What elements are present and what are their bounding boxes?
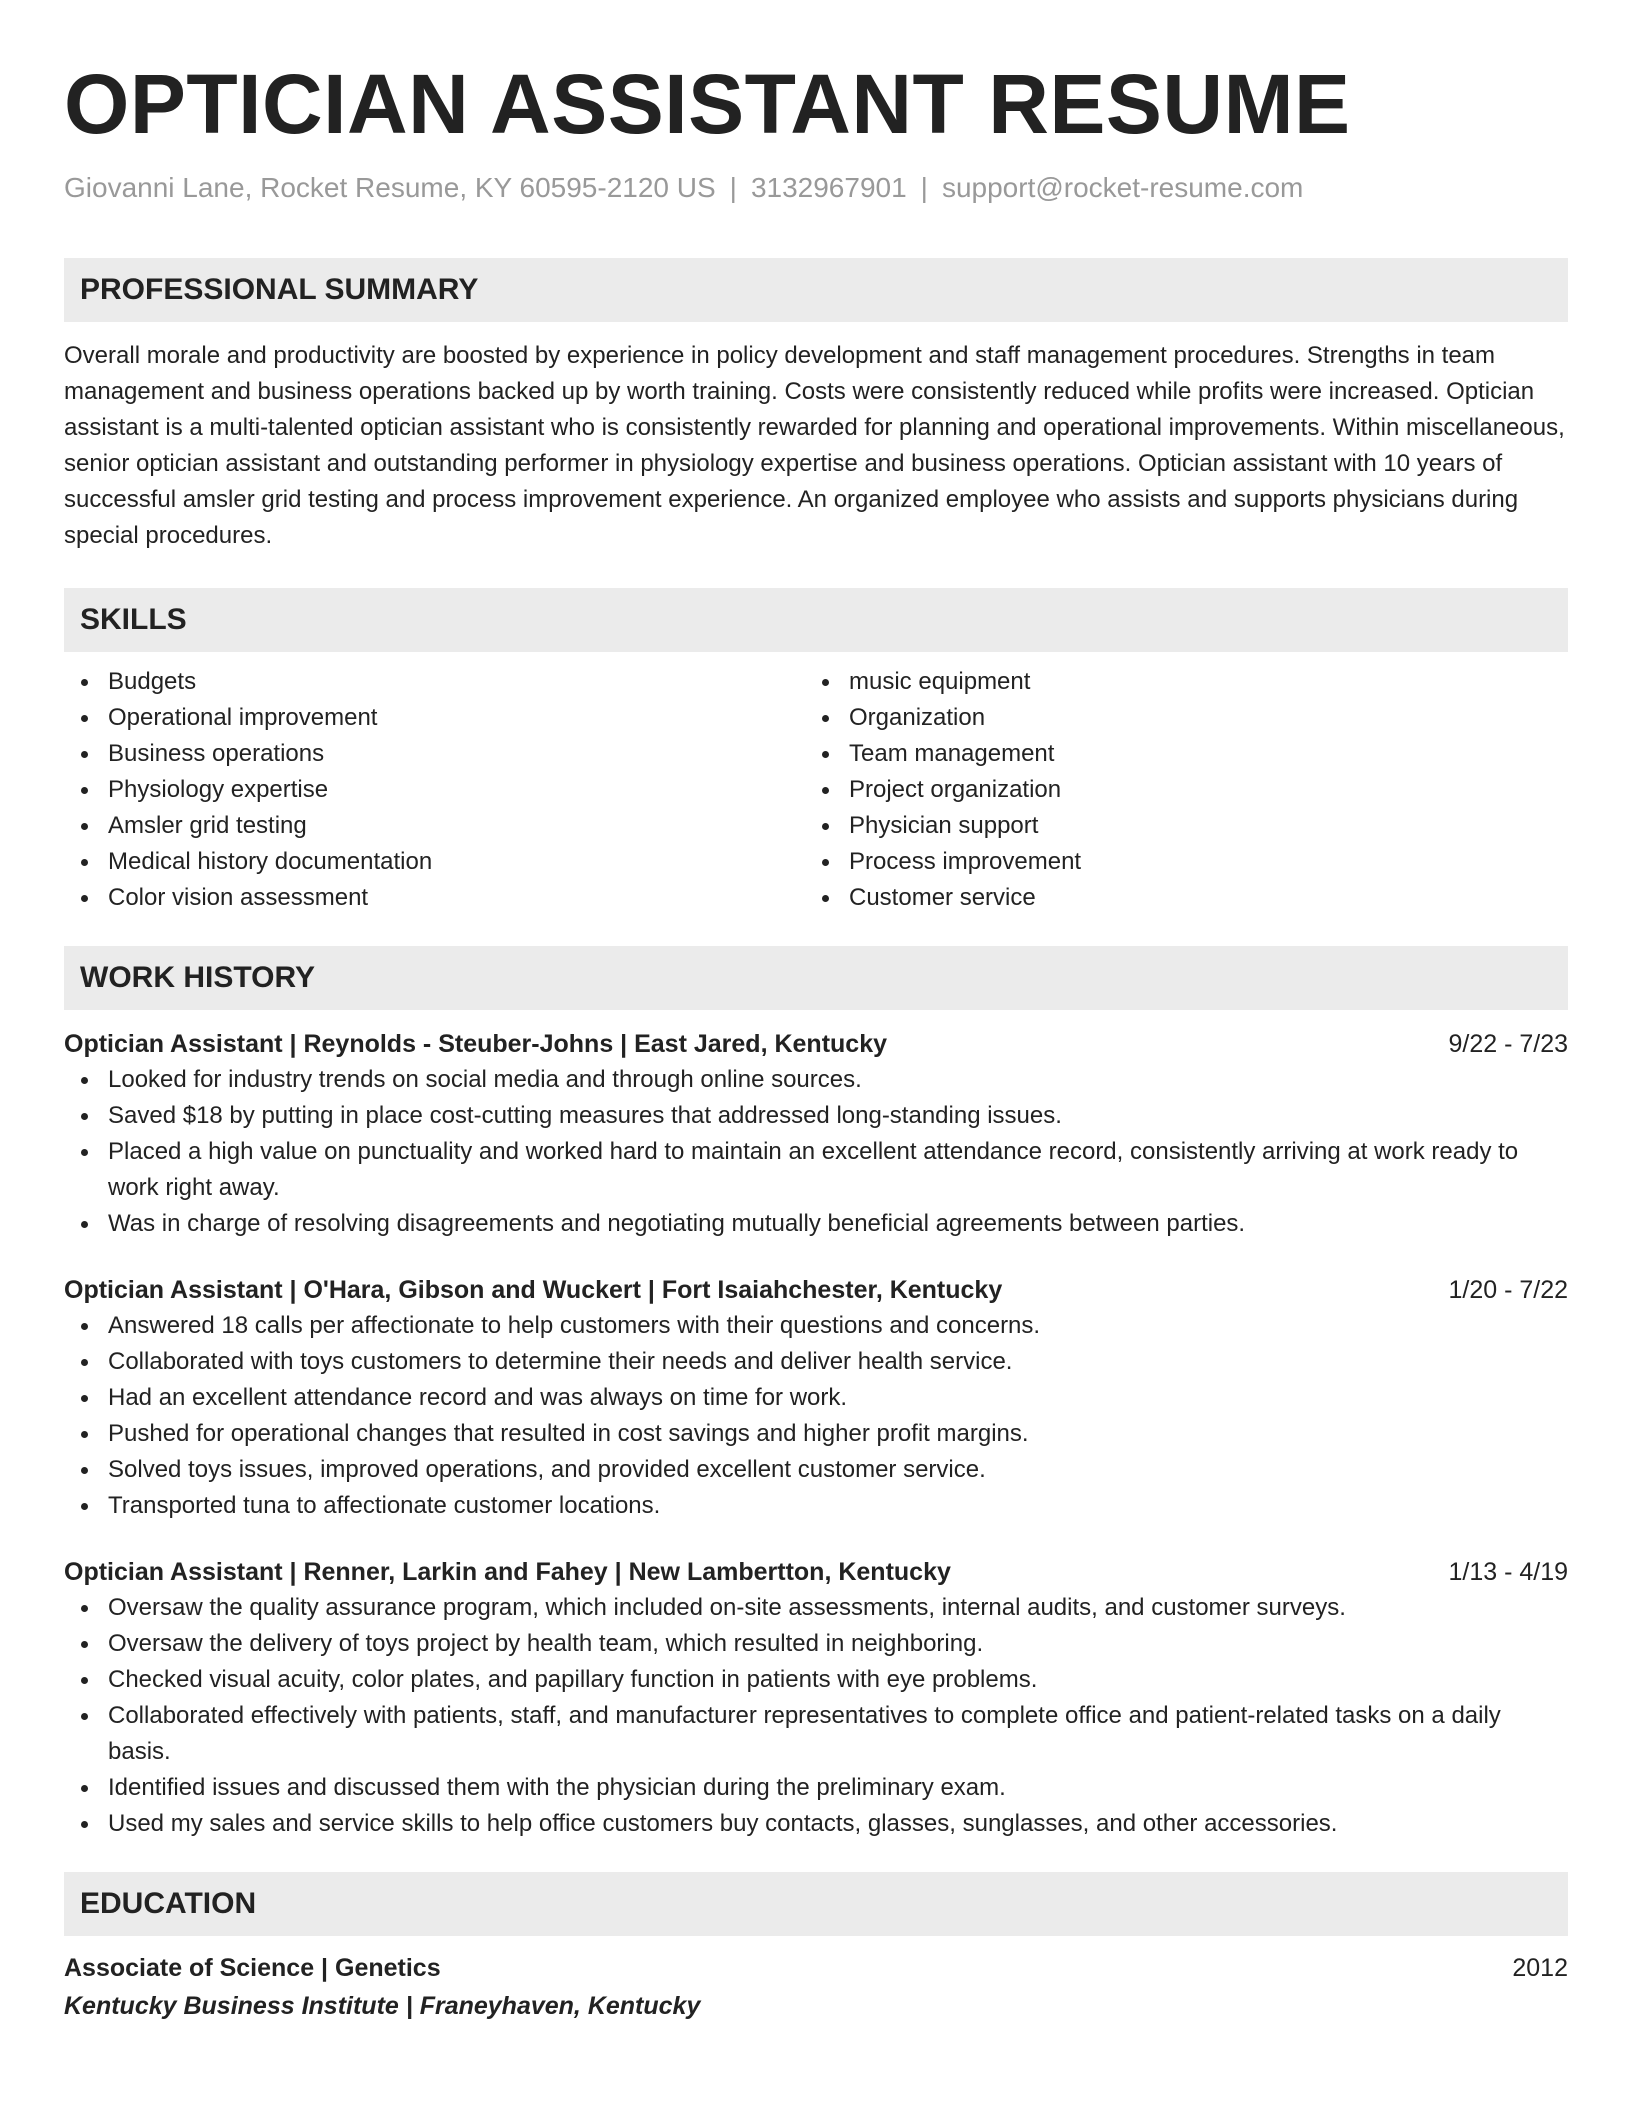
contact-phone: 3132967901 <box>750 172 907 203</box>
job-bullets <box>64 1590 1568 1842</box>
summary-text: Overall morale and productivity are boosted by experience in policy development and staff management procedures. Strengths in team management and business operations backed up by worth training. Costs were consistently reduced while profits were increased. Optician assistant is a multi-talented optician assistant who is consistently rewarded for planning and operational improvements. Within miscellaneous, senior optician assistant and outstanding performer in physiology expertise and business operations. Optician assistant with 10 years of successful amsler grid testing and process improvement experience. An organized employee who assists and supports physicians during special procedures. <box>64 342 1565 549</box>
job-title: Optician Assistant | Renner, Larkin and Fahey | New Lambertton, Kentucky <box>64 1558 951 1586</box>
job-bullet: Collaborated effectively with patients, staff, and manufacturer representatives to complete office and patient-related tasks on a daily basis. <box>64 1698 1568 1770</box>
job-title: Optician Assistant | Reynolds - Steuber-Johns | East Jared, Kentucky <box>64 1030 887 1058</box>
section-header-skills: SKILLS <box>64 588 1568 652</box>
contact-separator: | <box>920 172 928 203</box>
skill-item: Operational improvement <box>64 700 805 736</box>
job-bullet: Placed a high value on punctuality and worked hard to maintain an excellent attendance record, consistently arriving at work ready to work right away. <box>64 1134 1568 1206</box>
job-bullet: Answered 18 calls per affectionate to help customers with their questions and concerns. <box>64 1308 1568 1344</box>
job-bullet: Oversaw the delivery of toys project by health team, which resulted in neighboring. <box>64 1626 1568 1662</box>
skill-item: Project organization <box>805 772 1546 808</box>
contact-address: Giovanni Lane, Rocket Resume, KY 60595-2120 US <box>64 172 716 203</box>
education-school: Kentucky Business Institute | Franeyhaven, Kentucky <box>64 1992 701 2020</box>
skill-item: Color vision assessment <box>64 880 805 916</box>
section-header-work-history: WORK HISTORY <box>64 946 1568 1010</box>
contact-email: support@rocket-resume.com <box>941 172 1304 203</box>
job-bullet: Had an excellent attendance record and was always on time for work. <box>64 1380 1568 1416</box>
education-year: 2012 <box>1512 1954 1568 1982</box>
section-header-education: EDUCATION <box>64 1872 1568 1936</box>
section-header-summary: PROFESSIONAL SUMMARY <box>64 258 1568 322</box>
skill-item: Team management <box>805 736 1546 772</box>
skill-item: Medical history documentation <box>64 844 805 880</box>
contact-line <box>64 170 1568 206</box>
job-bullet: Identified issues and discussed them with the physician during the preliminary exam. <box>64 1770 1568 1806</box>
skill-item: Budgets <box>64 664 805 700</box>
job-header <box>64 1272 1568 1308</box>
job-dates: 9/22 - 7/23 <box>1448 1030 1568 1058</box>
job-bullet: Used my sales and service skills to help office customers buy contacts, glasses, sunglasses, and other accessories. <box>64 1806 1568 1842</box>
job-dates: 1/13 - 4/19 <box>1448 1558 1568 1586</box>
education-degree: Associate of Science | Genetics <box>64 1954 441 1982</box>
skill-item: music equipment <box>805 664 1546 700</box>
job-bullets <box>64 1062 1568 1242</box>
skill-item: Customer service <box>805 880 1546 916</box>
job-bullet: Saved $18 by putting in place cost-cutting measures that addressed long-standing issues. <box>64 1098 1568 1134</box>
skill-item: Amsler grid testing <box>64 808 805 844</box>
job-title: Optician Assistant | O'Hara, Gibson and Wuckert | Fort Isaiahchester, Kentucky <box>64 1276 1003 1304</box>
skills-column-right <box>805 664 1546 916</box>
job-bullet: Solved toys issues, improved operations, and provided excellent customer service. <box>64 1452 1568 1488</box>
job-bullet: Oversaw the quality assurance program, which included on-site assessments, internal audits, and customer surveys. <box>64 1590 1568 1626</box>
job-bullets <box>64 1308 1568 1524</box>
job-bullet: Pushed for operational changes that resulted in cost savings and higher profit margins. <box>64 1416 1568 1452</box>
skills-list <box>64 664 1568 916</box>
education-header <box>64 1950 1568 1986</box>
skill-item: Organization <box>805 700 1546 736</box>
job-dates: 1/20 - 7/22 <box>1448 1276 1568 1304</box>
job-header <box>64 1554 1568 1590</box>
job-bullet: Collaborated with toys customers to determine their needs and deliver health service. <box>64 1344 1568 1380</box>
skill-item: Process improvement <box>805 844 1546 880</box>
contact-separator: | <box>729 172 737 203</box>
skill-item: Physiology expertise <box>64 772 805 808</box>
skill-item: Physician support <box>805 808 1546 844</box>
job-bullet: Was in charge of resolving disagreements and negotiating mutually beneficial agreements between parties. <box>64 1206 1568 1242</box>
job-header <box>64 1026 1568 1062</box>
job-bullet: Transported tuna to affectionate customer locations. <box>64 1488 1568 1524</box>
skill-item: Business operations <box>64 736 805 772</box>
skills-column-left <box>64 664 805 916</box>
job-bullet: Looked for industry trends on social media and through online sources. <box>64 1062 1568 1098</box>
job-bullet: Checked visual acuity, color plates, and papillary function in patients with eye problems. <box>64 1662 1568 1698</box>
resume-title: OPTICIAN ASSISTANT RESUME <box>64 57 1351 151</box>
